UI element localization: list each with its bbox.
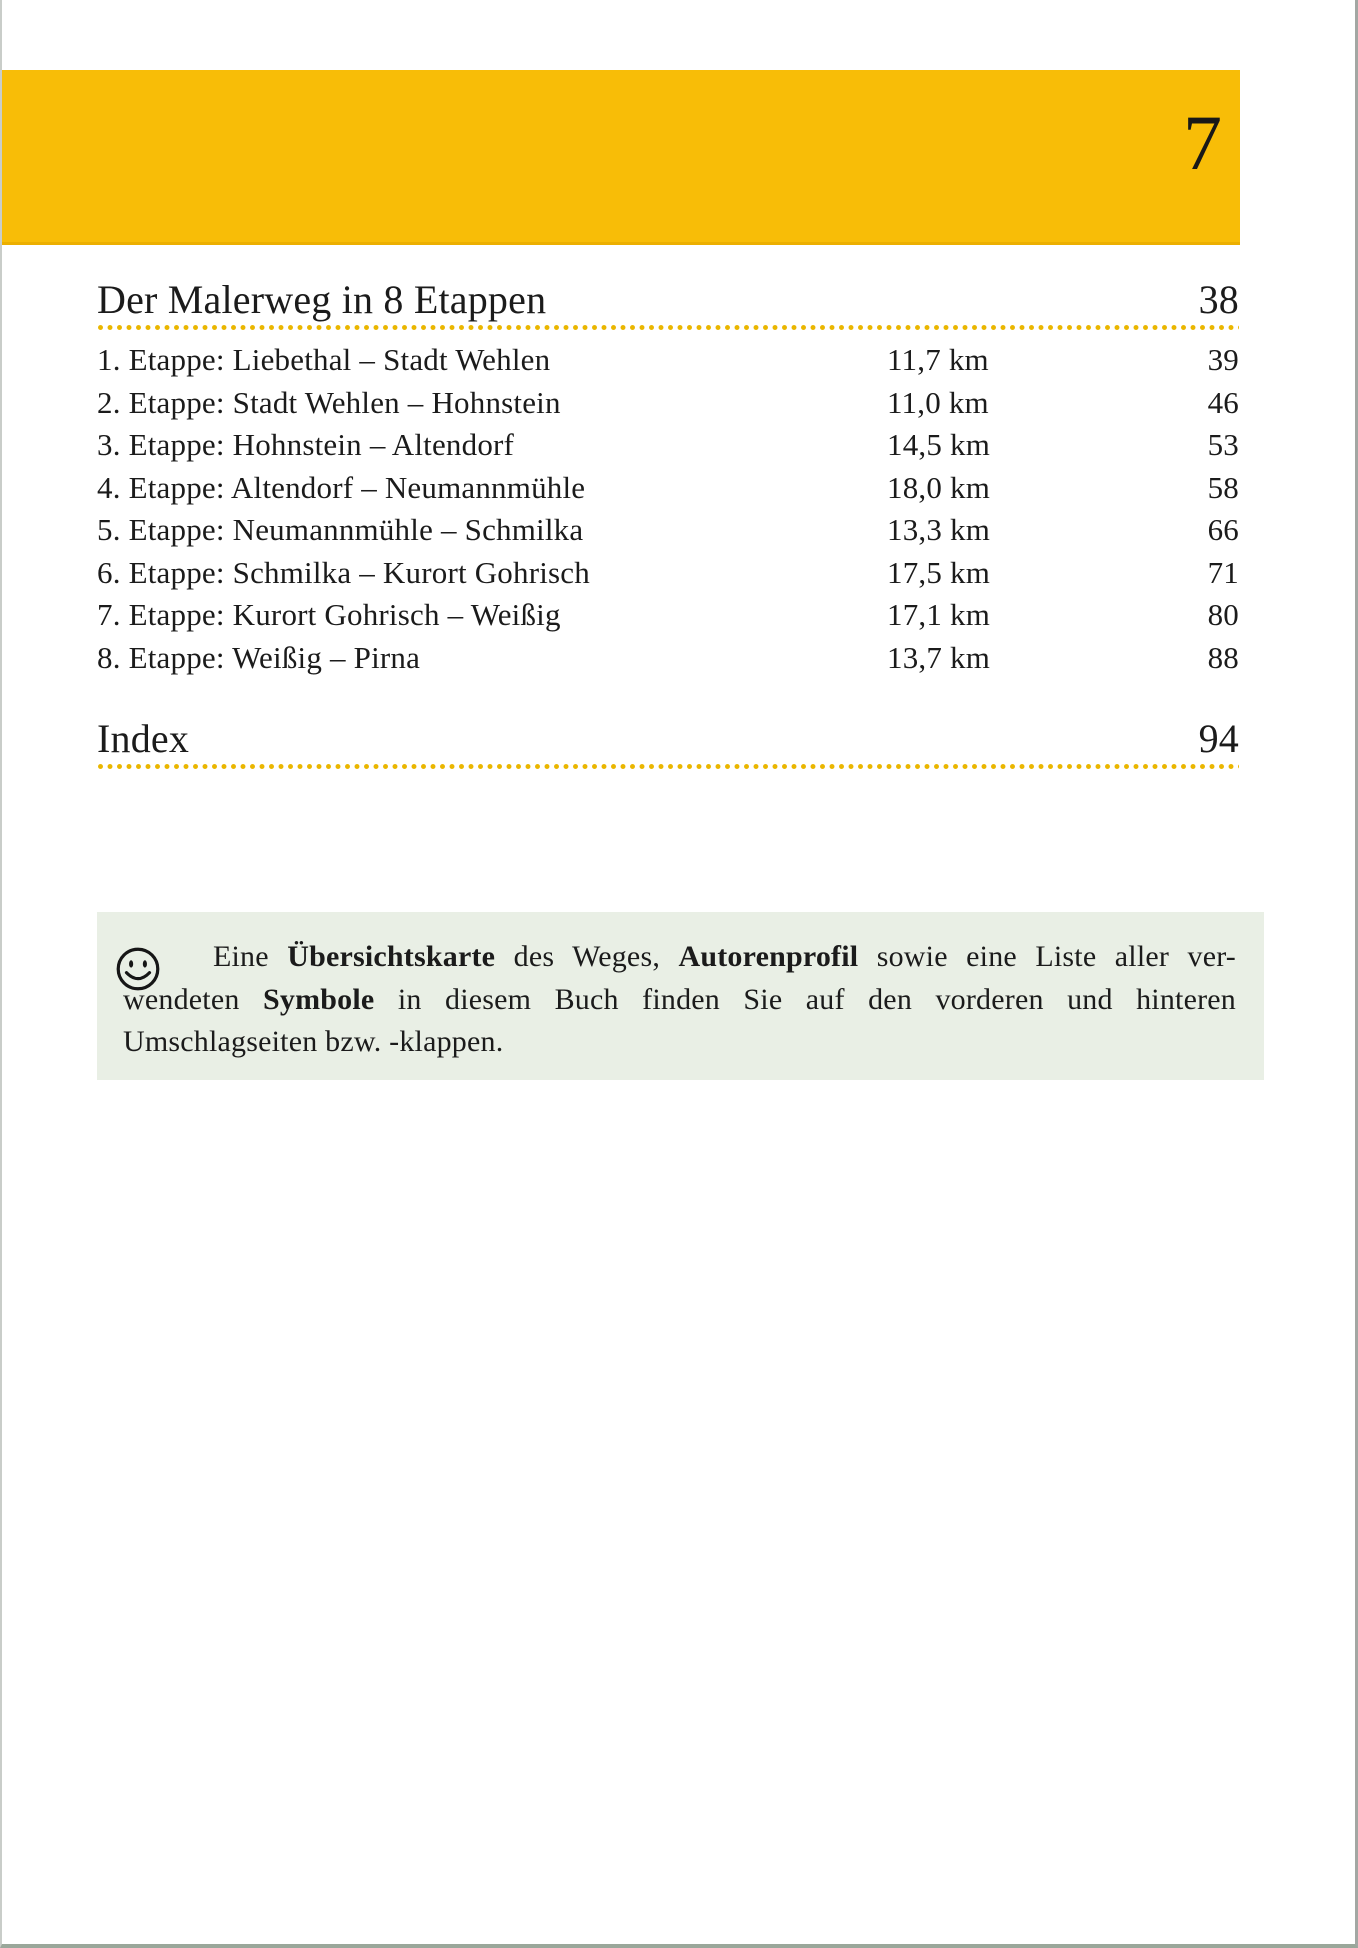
toc-entry-label: 8. Etappe: Weißig – Pirna (97, 639, 421, 675)
info-box-line: Umschlagseiten bzw. -klappen. (123, 1025, 504, 1058)
toc-index-page: 94 (1198, 716, 1239, 761)
info-text: in diesem Buch finden Sie auf den vorderen und hinteren (374, 982, 1236, 1016)
smiley-icon (115, 946, 161, 992)
toc-entries (97, 339, 1239, 679)
toc-entry (97, 467, 1239, 510)
toc-entry-distance: 18,0 km (887, 469, 991, 505)
info-text-bold: Autorenprofil (678, 940, 859, 973)
toc-entry (97, 594, 1239, 637)
toc-entry-page: 46 (1207, 384, 1239, 420)
toc-entry-page: 53 (1207, 427, 1239, 462)
toc-entry-page: 88 (1207, 639, 1239, 675)
toc-entry (97, 339, 1239, 382)
toc-entry (97, 424, 1239, 467)
toc-entry-distance: 11,0 km (887, 384, 989, 420)
toc-entry-distance: 11,7 km (887, 342, 989, 377)
toc-entry-label: 4. Etappe: Altendorf – Neumannmühle (97, 469, 586, 505)
toc-entry (97, 509, 1239, 552)
toc-index-title: Index (97, 716, 190, 761)
info-box-line (123, 979, 1236, 1022)
toc-entry-distance: 14,5 km (887, 427, 991, 462)
chapter-header-band (2, 70, 1240, 245)
toc-entry-page: 80 (1207, 597, 1239, 632)
toc-section-heading (97, 278, 1239, 322)
toc-entry-label: 5. Etappe: Neumannmühle – Schmilka (97, 512, 584, 547)
toc-entry-page: 71 (1207, 554, 1239, 590)
info-box-line (123, 936, 1236, 979)
toc-entry-label: 1. Etappe: Liebethal – Stadt Wehlen (97, 342, 551, 377)
toc-entry (97, 637, 1239, 680)
toc-entry (97, 552, 1239, 595)
toc-index-heading (97, 717, 1239, 761)
toc-entry-page: 39 (1207, 342, 1239, 377)
toc-entry (97, 382, 1239, 425)
toc-entry-distance: 17,5 km (887, 554, 991, 590)
toc-entry-page: 66 (1207, 512, 1239, 547)
toc-entry-label: 7. Etappe: Kurort Gohrisch – Weißig (97, 597, 561, 632)
info-text: wendeten (123, 982, 263, 1016)
dotted-leader-line (97, 322, 1239, 330)
info-text-bold: Übersichtskarte (287, 940, 496, 973)
info-text-bold: Symbole (262, 982, 375, 1016)
toc-entry-page: 58 (1207, 469, 1239, 505)
toc-entry-label: 6. Etappe: Schmilka – Kurort Gohrisch (97, 554, 590, 590)
info-text: sowie eine Liste aller ver- (858, 940, 1236, 973)
toc-entry-label: 3. Etappe: Hohnstein – Altendorf (97, 427, 515, 462)
table-of-contents (97, 278, 1239, 769)
toc-section-page: 38 (1198, 277, 1239, 322)
chapter-number: 7 (1183, 99, 1222, 186)
toc-entry-distance: 13,7 km (887, 639, 991, 675)
toc-entry-label: 2. Etappe: Stadt Wehlen – Hohnstein (97, 384, 561, 420)
toc-entry-distance: 17,1 km (887, 597, 991, 632)
info-text: des Weges, (495, 940, 679, 973)
dotted-leader-line (97, 761, 1239, 769)
toc-entry-distance: 13,3 km (887, 512, 991, 547)
info-text: Eine (213, 940, 288, 973)
toc-section-title: Der Malerweg in 8 Etappen (97, 277, 547, 322)
info-box (97, 912, 1264, 1080)
